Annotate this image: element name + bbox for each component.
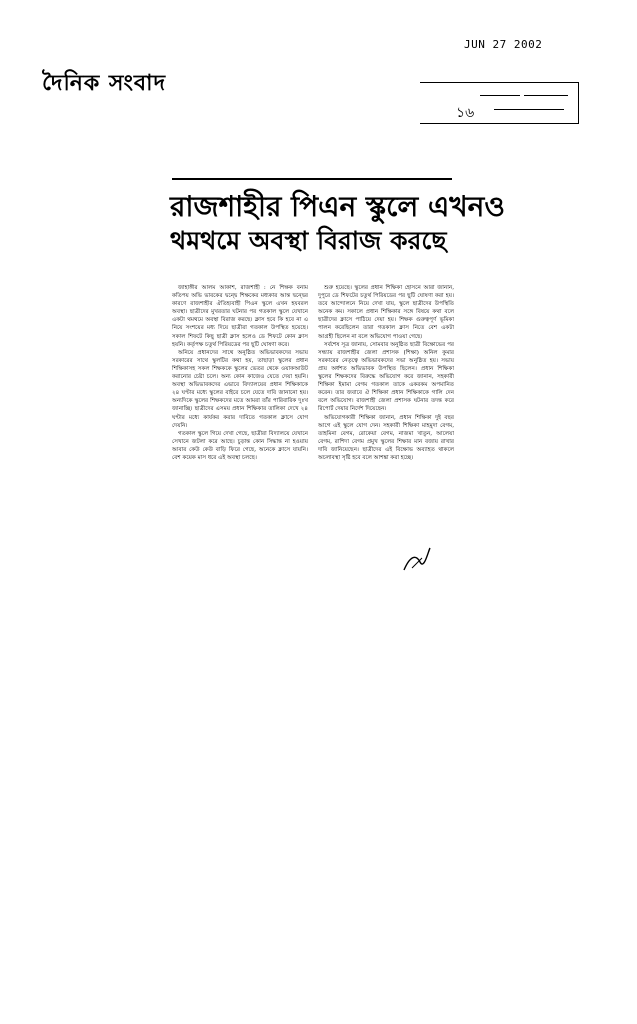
- paragraph: সর্বশেষ সূত্র জানায়, সোমবার অনুষ্ঠিত ছাত্রী বিক্ষোভের পর সন্ধ্যায় রাজশাহীর জেলা প্রশাসক (শিক্ষা) অনিল কুমার সরকারের নেতৃত্বে অভিভাবকদের সভা অনুষ্ঠিত হয়। সভায় প্রায় অর্ধশত অভিভাবক উপস্থিত ছিলেন। প্রধান শিক্ষিকা স্কুলের শিক্ষকদের বিরুদ্ধে অভিযোগ করে জানান, সহকারী শিক্ষিকা ইমামা বেগম গতকাল তাকে একরকম অপমানিত করেন। তার জবাবে ঐ শিক্ষিকা প্রধান শিক্ষিকাকে গালি দেন বলে অভিযোগ। রাজশাহী জেলা প্রশাসক ঘটনার তদন্ত করে রিপোর্ট দেয়ার নির্দেশ দিয়েছেন।: [318, 341, 454, 413]
- ref-line: [524, 95, 568, 96]
- ref-line: [494, 109, 564, 110]
- paragraph: অনিয়ে প্রধানদের সাথে অনুষ্ঠিত অভিভাবকদের সভায় সরকারের সাথে স্কুলটির কথা হয়, তাছাড়া স্কুলের প্রধান শিক্ষিকাসহ সকল শিক্ষককে স্কুলের ভেতর থেকে ওয়াকআউট করানোর চেষ্টা চলে। অন্য কোন কাজেও যেতে দেয়া হয়নি। অবস্থা অভিভাবকদের এভাবে বিদ্যালয়ের প্রধান শিক্ষিকাকে ২৪ ঘণ্টার মধ্যে স্কুলের বাইরে চলে যেতে দাবি জানানো হয়। অন্যদিকে স্কুলের শিক্ষকদের মতে আমরা তাঁর পারিবারিক দুঃখ জানাচ্ছি। ছাত্রীদের এসময় প্রধান শিক্ষিকার তালিকা দেখে ২৪ ঘণ্টার মধ্যে কার্যকর করার দাবিতে গতকাল ক্লাসে যোগ দেয়নি।: [172, 349, 308, 429]
- headline-line-2: থমথমে অবস্থা বিরাজ করছে: [170, 225, 447, 255]
- signature-mark-icon: [402, 546, 432, 574]
- paragraph: শুরু হয়েছে। স্কুলের প্রধান শিক্ষিকা হোসনে আরা জানান, দুপুরে ডে শিফটের চতুর্থ পিরিয়ডের পর ছুটি ঘোষণা করা হয়। তবে আন্দোলনে নিয়ে দেখা যায়, স্কুলে ছাত্রীদের উপস্থিতি অনেক কম। সকালে প্রধান শিক্ষিকার সঙ্গে বিষয়ে কথা বলে ছাত্রীদের ক্লাসে পাঠিয়ে দেয়া হয়। শিক্ষক গুরুত্বপূর্ণ ভূমিকা পালন করেছিলেন তারা গতকাল ক্লাস নিতে বেশ একটা আগ্রহী ছিলেন না বলে অভিযোগ পাওয়া গেছে।: [318, 285, 454, 340]
- ref-line: [480, 95, 520, 96]
- paragraph: জাহাঙ্গীর আলম আকাশ, রাজশাহী : নে শিক্ষক বনাম কতিপয় অভি ভাবকের দ্বন্দ্বে শিক্ষকের মধ্যকার আন্ত দ্বন্দ্বের কারণে রাজশাহীর ঐতিহ্যবাহী পিএন স্কুলে এখন হযবরল অবস্থা। ছাত্রীদের মুখরতার ঘটনার পর গতকাল স্কুলে যেখানে একটা থমথমে অবস্থা বিরাজ করছে। ক্লাস হবে কি হবে না এ নিয়ে সংশয়ের মধ্য দিয়ে ছাত্রীরা গতকাল উপস্থিত হয়েছে। সকাল শিফটে কিছু ছাত্রী ক্লাস হলেও ডে শিফটে কোন ক্লাস হয়নি। কর্তৃপক্ষ চতুর্থ পিরিয়ডের পর ছুটি ঘোষণা করে।: [172, 285, 308, 348]
- paragraph: অভিযোগকারী শিক্ষিকা জানান, প্রধান শিক্ষিকা দুই বছর আগে এই স্কুলে যোগ দেন। সহকারী শিক্ষিকা মাহমুদা বেগম, তাহমিনা বেগম, রোকেয়া বেগম, নাজমা খাতুন, আলেয়া বেগম, রাশিদা বেগম প্রমুখ স্কুলের শিক্ষার মান বজায় রাখার দাবি জানিয়েছেন। ছাত্রীদের এই বিক্ষোভ অব্যাহত থাকলে অচলাবস্থা সৃষ্টি হবে বলে আশঙ্কা করা হচ্ছে।: [318, 414, 454, 461]
- article-headline: [170, 190, 505, 256]
- reference-page-number: ১৬: [456, 105, 475, 121]
- article-clipping: [170, 178, 505, 572]
- paragraph: গতকাল স্কুলে গিয়ে দেখা গেছে, ছাত্রীরা বিদ্যালয়ে যেখানে সেখানে জটলা করে আছে। চুড়ান্ত কোন সিদ্ধান্ত না হওয়ায় আবার কেউ কেউ বাড়ি ফিরে গেছে, অনেকে ক্লাসে যায়নি। বেশ কয়েক মাস ধরে এই অবস্থা চলছে।: [172, 430, 308, 461]
- headline-line-1: রাজশাহীর পিএন স্কুলে এখনও: [170, 190, 505, 223]
- newspaper-masthead: দৈনিক সংবাদ: [42, 70, 167, 96]
- date-stamp: JUN 27 2002: [464, 38, 543, 51]
- article-column-right: [318, 284, 454, 462]
- article-column-left: [172, 284, 308, 462]
- reference-box: [420, 82, 579, 124]
- clipping-top-rule: [172, 178, 452, 180]
